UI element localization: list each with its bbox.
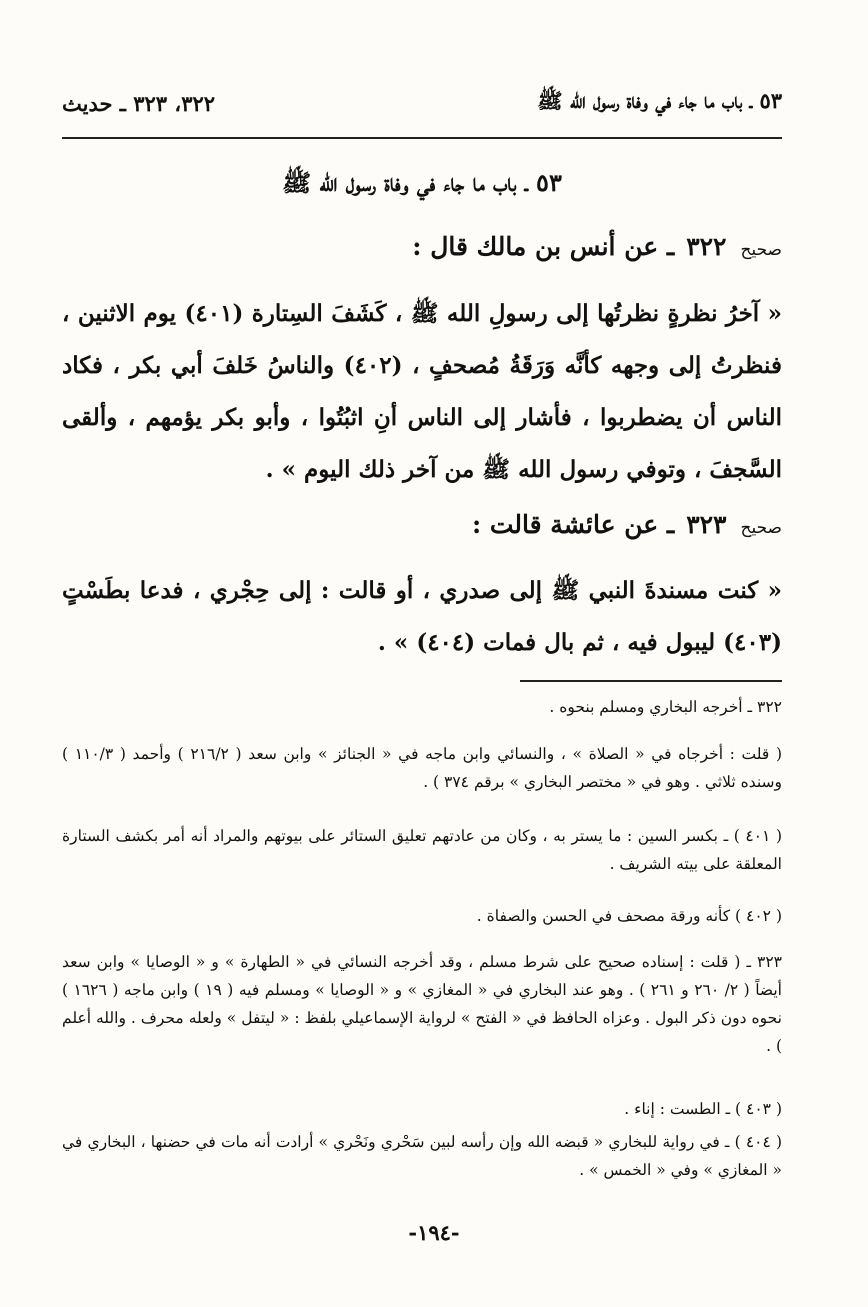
- footnote: ٣٢٢ ـ أخرجه البخاري ومسلم بنحوه .: [549, 698, 782, 716]
- page-number: -١٩٤-: [408, 1220, 460, 1245]
- hadith-number: ٣٢٢: [686, 232, 727, 261]
- hadith-322-text: « آخرُ نظرةٍ نظرتُها إلى رسولِ الله ﷺ ، كَشَفَ السِتارة (٤٠١) يوم الاثنين ، فنظرتُ إلى وجهه كأنَّه وَرَقَةُ مُصحفٍ ، (٤٠٢) والناسُ خَلفَ أبي بكر ، فكاد الناس أن يضطربوا ، فأشار إلى الناس أنِ اثبُتُوا ، وأبو بكر يؤمهم ، وألقى السَّجفَ ، وتوفي رسول الله ﷺ من آخر ذلك اليوم » .: [62, 300, 782, 483]
- header-chapter: ٥٣ ـ باب ما جاء في وفاة رسول الله ﷺ: [537, 87, 782, 113]
- hadith-intro: ـ عن أنس بن مالك قال :: [412, 232, 675, 261]
- hadith-number: ٣٢٣: [686, 510, 727, 539]
- footnote-divider: [520, 680, 782, 682]
- footnote: ( قلت : أخرجاه في « الصلاة » ، والنسائي وابن ماجه في « الجنائز » وابن سعد ( ٢١٦/٢ ) وأحمد ( ١١٠/٣ ) وسنده ثلاثي . وهو في « مختصر البخاري » برقم ٣٧٤ ) .: [62, 745, 782, 791]
- hadith-323-text: « كنت مسندةَ النبي ﷺ إلى صدري ، أو قالت : إلى حِجْري ، فدعا بطَسْتٍ (٤٠٣) ليبول فيه ، ثم بال فمات (٤٠٤) » .: [62, 577, 782, 656]
- chapter-title: ٥٣ ـ باب ما جاء في وفاة رسول الله ﷺ: [282, 168, 562, 197]
- footnote: ( ٤٠٣ ) ـ الطست : إناء .: [624, 1100, 782, 1118]
- hadith-322-heading: [62, 232, 782, 261]
- running-header: [62, 86, 782, 120]
- footnote: ( ٤٠١ ) ـ بكسر السين : ما يستر به ، وكان من عادتهم تعليق الستائر على بيوتهم والمراد أنه أمر بكشف الستارة المعلقة على بيته الشريف .: [62, 827, 782, 873]
- hadith-grade: صحيح: [740, 240, 782, 260]
- hadith-grade: صحيح: [740, 518, 782, 538]
- footnote: ( ٤٠٤ ) ـ في رواية للبخاري « قبضه الله وإن رأسه لبين سَحْري ونَحْري » أرادت أنه مات في حضنها ، البخاري في « المغازي » وفي « الخمس » .: [62, 1133, 782, 1179]
- hadith-intro: ـ عن عائشة قالت :: [471, 510, 675, 539]
- header-hadith-range: ٣٢٢، ٣٢٣ ـ حديث: [62, 90, 216, 116]
- footnote: ( ٤٠٢ ) كأنه ورقة مصحف في الحسن والصفاة .: [476, 907, 782, 925]
- footnote: ٣٢٣ ـ ( قلت : إسناده صحيح على شرط مسلم ، وقد أخرجه النسائي في « الطهارة » و « الوصايا » وابن سعد أيضاً ( ٢/ ٢٦٠ و ٢٦١ ) . وهو عند البخاري في « المغازي » و « الوصايا » ومسلم فيه ( ١٩ ) وابن ماجه ( ١٦٢٦ ) نحوه دون ذكر البول . وعزاه الحافظ في « الفتح » لرواية الإسماعيلي بلفظ : « ليتفل » ولعله محرف . والله أعلم ) .: [62, 953, 782, 1055]
- hadith-323-heading: [62, 510, 782, 539]
- header-divider: [62, 137, 782, 139]
